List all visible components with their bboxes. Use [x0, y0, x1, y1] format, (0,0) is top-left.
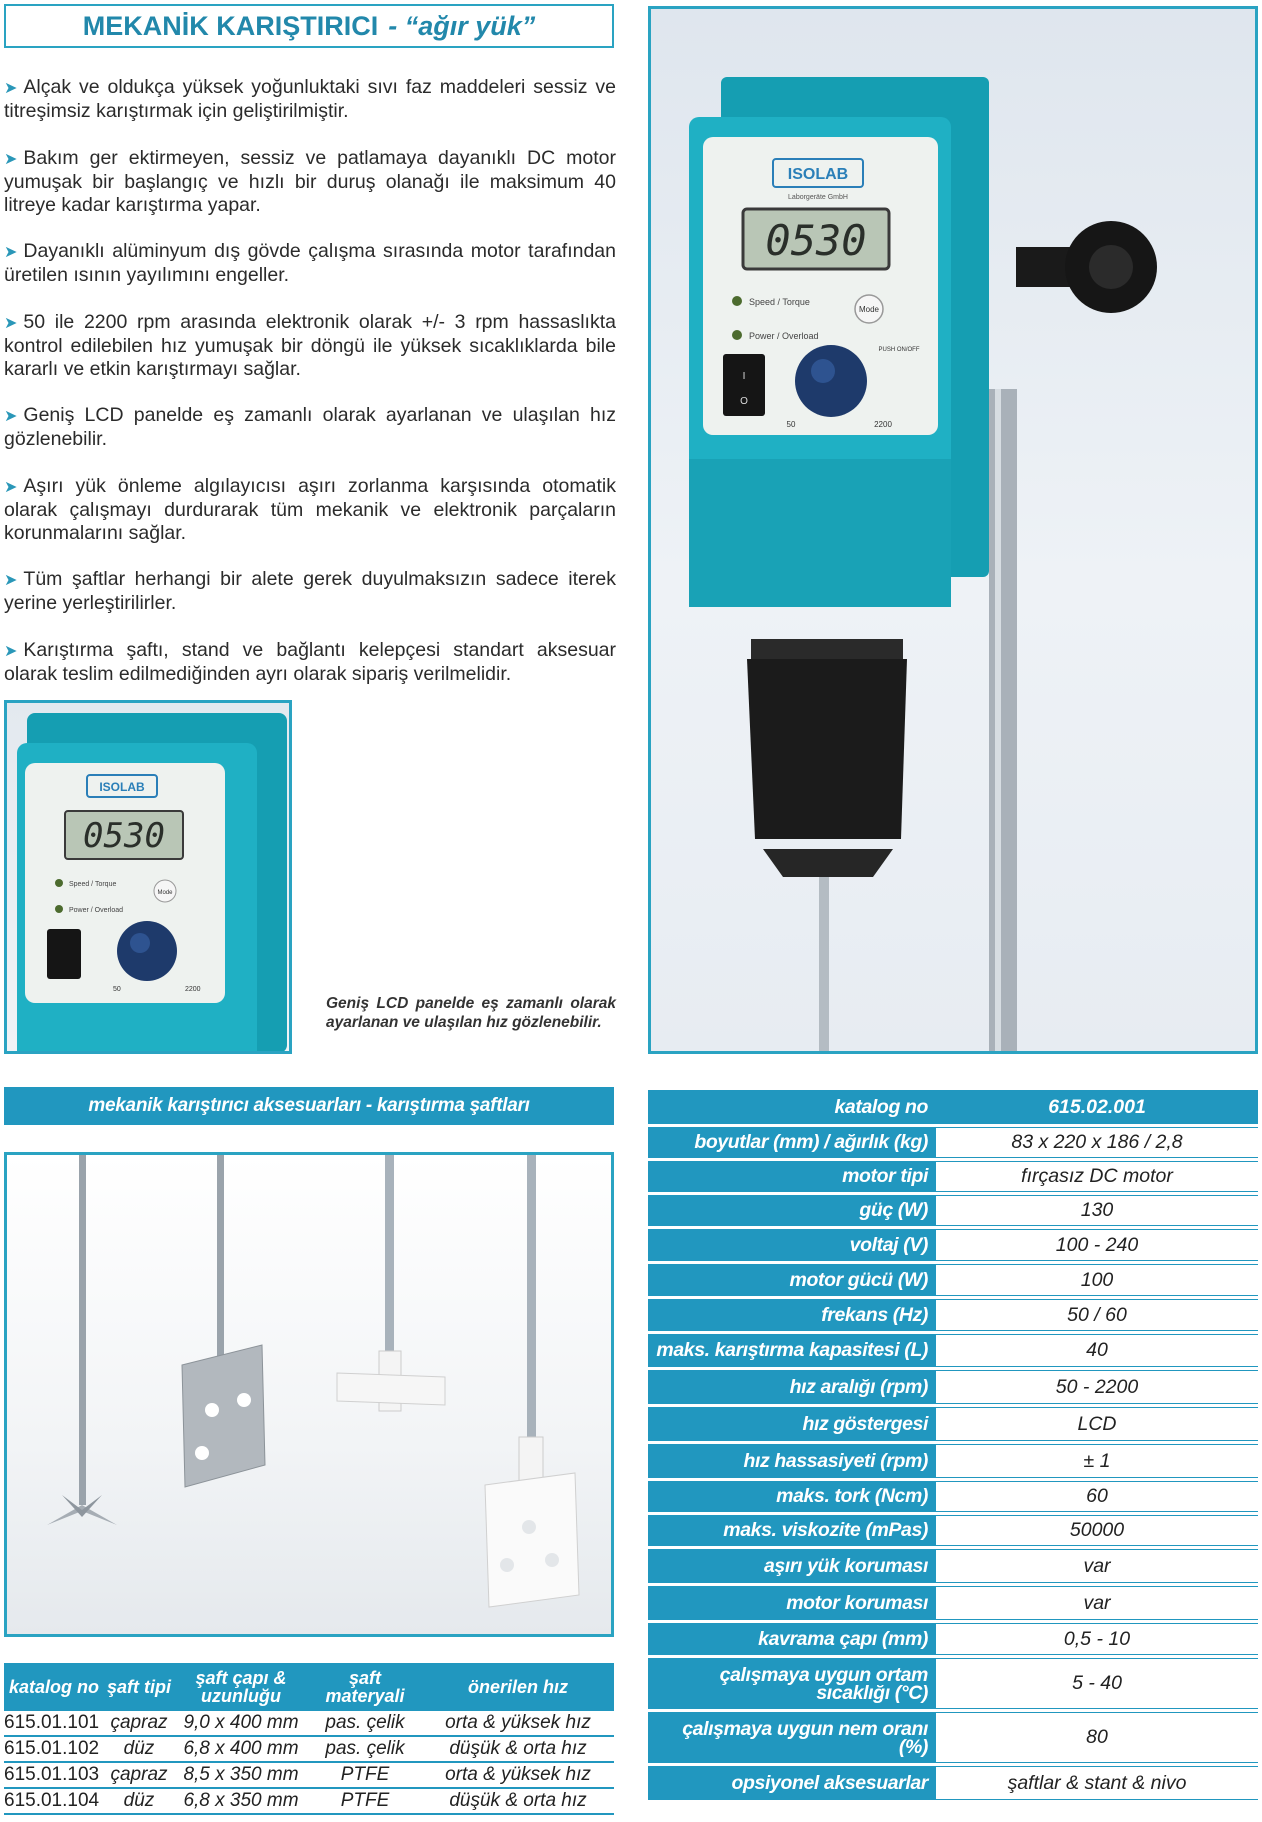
col-size: şaft çapı & uzunluğu	[174, 1663, 308, 1711]
feature-list	[4, 76, 616, 709]
spec-label: boyutlar (mm) / ağırlık (kg)	[648, 1127, 936, 1158]
feature-item: ➤ Dayanıklı alüminyum dış gövde çalışma sırasında motor tarafından üretilen ısının yayılımını engeller.	[4, 240, 616, 286]
feature-item: ➤ Geniş LCD panelde eş zamanlı olarak ayarlanan ve ulaşılan hız gözlenebilir.	[4, 404, 616, 450]
arrow-icon: ➤	[4, 642, 18, 660]
svg-text:Laborgeräte GmbH: Laborgeräte GmbH	[788, 194, 848, 201]
spec-row	[648, 1161, 1258, 1192]
spec-value: 80	[936, 1712, 1258, 1763]
spec-value: 615.02.001	[936, 1090, 1258, 1124]
svg-text:2200: 2200	[874, 420, 892, 429]
arrow-icon: ➤	[4, 408, 18, 425]
panel-illustration	[7, 703, 289, 1051]
spec-label: maks. viskozite (mPas)	[648, 1515, 936, 1546]
col-speed: önerilen hız	[422, 1663, 614, 1711]
spec-row	[648, 1127, 1258, 1158]
table-row: 615.01.104 düz 6,8 x 350 mm PTFE düşük & orta hız	[4, 1788, 614, 1814]
arrow-icon: ➤	[4, 80, 18, 97]
feature-item: ➤ Aşırı yük önleme algılayıcısı aşırı zorlanma karşısında otomatik olarak çalışmayı durdurarak tüm mekanik ve elektronik parçaların korunmalarını sağlar.	[4, 474, 616, 544]
spec-value: 50 / 60	[936, 1299, 1258, 1331]
spec-label: katalog no	[648, 1090, 936, 1124]
svg-text:Mode: Mode	[858, 305, 880, 314]
spec-row	[648, 1481, 1258, 1512]
panel-closeup-photo	[4, 700, 292, 1054]
spec-row	[648, 1623, 1258, 1655]
spec-label: maks. karıştırma kapasitesi (L)	[648, 1334, 936, 1367]
arrow-icon: ➤	[4, 244, 18, 261]
spec-value: 100	[936, 1264, 1258, 1296]
table-row: 615.01.101 çapraz 9,0 x 400 mm pas. çelik orta & yüksek hız	[4, 1711, 614, 1736]
spec-row	[648, 1334, 1258, 1367]
spec-row	[648, 1370, 1258, 1404]
shafts-photo	[4, 1152, 614, 1637]
spec-value: LCD	[936, 1407, 1258, 1441]
spec-label: çalışmaya uygun ortam sıcaklığı (°C)	[648, 1658, 936, 1709]
spec-row	[648, 1549, 1258, 1583]
stand-rod	[989, 389, 1017, 1051]
feature-item: ➤ Tüm şaftlar herhangi bir alete gerek duyulmaksızın sadece iterek yerine yerleştirilirler.	[4, 568, 616, 614]
svg-text:2200: 2200	[185, 986, 201, 993]
col-material: şaft materyali	[308, 1663, 422, 1711]
spec-table	[648, 1087, 1258, 1803]
spec-value: 50000	[936, 1515, 1258, 1546]
spec-row	[648, 1444, 1258, 1478]
spec-row	[648, 1229, 1258, 1261]
spec-label: maks. tork (Ncm)	[648, 1481, 936, 1512]
page-title	[4, 4, 614, 48]
arrow-icon: ➤	[4, 150, 18, 168]
svg-text:50: 50	[113, 986, 121, 993]
feature-item: ➤ 50 ile 2200 rpm arasında elektronik olarak +/- 3 rpm hassaslıkta kontrol edilebilen hız yumuşak bir döngü ile yüksek sıcaklıklarda bile kararlı ve etkin karıştırmayı sağlar.	[4, 310, 616, 380]
svg-text:Speed / Torque: Speed / Torque	[749, 297, 810, 307]
spec-label: hız aralığı (rpm)	[648, 1370, 936, 1404]
spec-value: 83 x 220 x 186 / 2,8	[936, 1127, 1258, 1158]
spec-label: hız göstergesi	[648, 1407, 936, 1441]
shaft-flat-steel	[217, 1155, 224, 1375]
svg-text:50: 50	[786, 420, 796, 429]
shaft-table-header	[4, 1663, 614, 1711]
spec-label: çalışmaya uygun nem oranı (%)	[648, 1712, 936, 1763]
svg-text:Power / Overload: Power / Overload	[749, 331, 819, 341]
col-type: şaft tipi	[104, 1663, 174, 1711]
spec-label: motor koruması	[648, 1586, 936, 1620]
spec-row	[648, 1712, 1258, 1763]
spec-value: 5 - 40	[936, 1658, 1258, 1709]
arrow-icon: ➤	[4, 478, 18, 496]
spec-label: frekans (Hz)	[648, 1299, 936, 1331]
svg-text:PUSH ON/OFF: PUSH ON/OFF	[878, 347, 920, 353]
mixer-illustration	[651, 9, 1255, 1051]
shafts-illustration	[7, 1155, 611, 1634]
product-photo	[648, 6, 1258, 1054]
spec-value: var	[936, 1586, 1258, 1620]
spec-value: 50 - 2200	[936, 1370, 1258, 1404]
svg-text:Mode: Mode	[157, 890, 173, 896]
svg-text:Power / Overload: Power / Overload	[69, 907, 124, 914]
svg-text:Speed / Torque: Speed / Torque	[69, 881, 117, 888]
shaft-table	[4, 1663, 614, 1815]
spec-row-header	[648, 1090, 1258, 1124]
title-main: MEKANİK KARIŞTIRICI	[82, 10, 379, 41]
spec-label: motor tipi	[648, 1161, 936, 1192]
shaft-cross-steel	[79, 1155, 86, 1505]
svg-text:0530: 0530	[83, 816, 165, 856]
feature-item: ➤ Alçak ve oldukça yüksek yoğunluktaki sıvı faz maddeleri sessiz ve titreşimsiz karıştırmak için geliştirilmiştir.	[4, 76, 616, 122]
led-speed-icon	[732, 296, 742, 306]
svg-text:O: O	[740, 396, 748, 407]
spec-label: motor gücü (W)	[648, 1264, 936, 1296]
spec-label: hız hassasiyeti (rpm)	[648, 1444, 936, 1478]
spec-row	[648, 1766, 1258, 1800]
spec-value: fırçasız DC motor	[936, 1161, 1258, 1192]
spec-value: 60	[936, 1481, 1258, 1512]
spec-value: 0,5 - 10	[936, 1623, 1258, 1655]
table-row: 615.01.102 düz 6,8 x 400 mm pas. çelik düşük & orta hız	[4, 1736, 614, 1762]
shaft-cross-ptfe	[385, 1155, 394, 1355]
svg-text:I: I	[742, 371, 746, 382]
table-row: 615.01.103 çapraz 8,5 x 350 mm PTFE orta & yüksek hız	[4, 1762, 614, 1788]
spec-value: 130	[936, 1195, 1258, 1226]
spec-label: güç (W)	[648, 1195, 936, 1226]
feature-item: ➤ Karıştırma şaftı, stand ve bağlantı kelepçesi standart aksesuar olarak teslim edilmediğinden ayrı olarak sipariş verilmelidir.	[4, 638, 616, 685]
spec-label: aşırı yük koruması	[648, 1549, 936, 1583]
arrow-icon: ➤	[4, 314, 18, 332]
svg-text:ISOLAB: ISOLAB	[99, 780, 145, 794]
chuck	[747, 659, 907, 839]
arrow-icon: ➤	[4, 572, 18, 589]
spec-value: şaftlar & stant & nivo	[936, 1766, 1258, 1800]
spec-row	[648, 1264, 1258, 1296]
spec-label: kavrama çapı (mm)	[648, 1623, 936, 1655]
spec-value: ± 1	[936, 1444, 1258, 1478]
col-catalog: katalog no	[4, 1663, 104, 1711]
shaft-flat-ptfe	[527, 1155, 536, 1445]
spec-row	[648, 1658, 1258, 1709]
spec-label: voltaj (V)	[648, 1229, 936, 1261]
feature-item: ➤ Bakım ger ektirmeyen, sessiz ve patlamaya dayanıklı DC motor yumuşak bir başlangıç ve hızlı bir duruş olanağı ile maksimum 40 litreye kadar karıştırma yapar.	[4, 146, 616, 216]
spec-row	[648, 1586, 1258, 1620]
spec-value: 40	[936, 1334, 1258, 1367]
spec-row	[648, 1195, 1258, 1226]
lcd-value: 0530	[765, 216, 867, 265]
speed-knob[interactable]	[795, 345, 867, 417]
spec-label: opsiyonel aksesuarlar	[648, 1766, 936, 1800]
accessories-header: mekanik karıştırıcı aksesuarları - karıştırma şaftları	[4, 1087, 614, 1125]
spec-value: 100 - 240	[936, 1229, 1258, 1261]
spec-row	[648, 1515, 1258, 1546]
spec-row	[648, 1299, 1258, 1331]
spec-row	[648, 1407, 1258, 1441]
spec-value: var	[936, 1549, 1258, 1583]
title-sub: - “ağır yük”	[388, 10, 536, 41]
mixing-shaft	[819, 877, 829, 1051]
led-power-icon	[732, 330, 742, 340]
panel-caption: Geniş LCD panelde eş zamanlı olarak ayarlanan ve ulaşılan hız gözlenebilir.	[326, 995, 616, 1031]
brand-logo: ISOLAB	[787, 166, 849, 183]
